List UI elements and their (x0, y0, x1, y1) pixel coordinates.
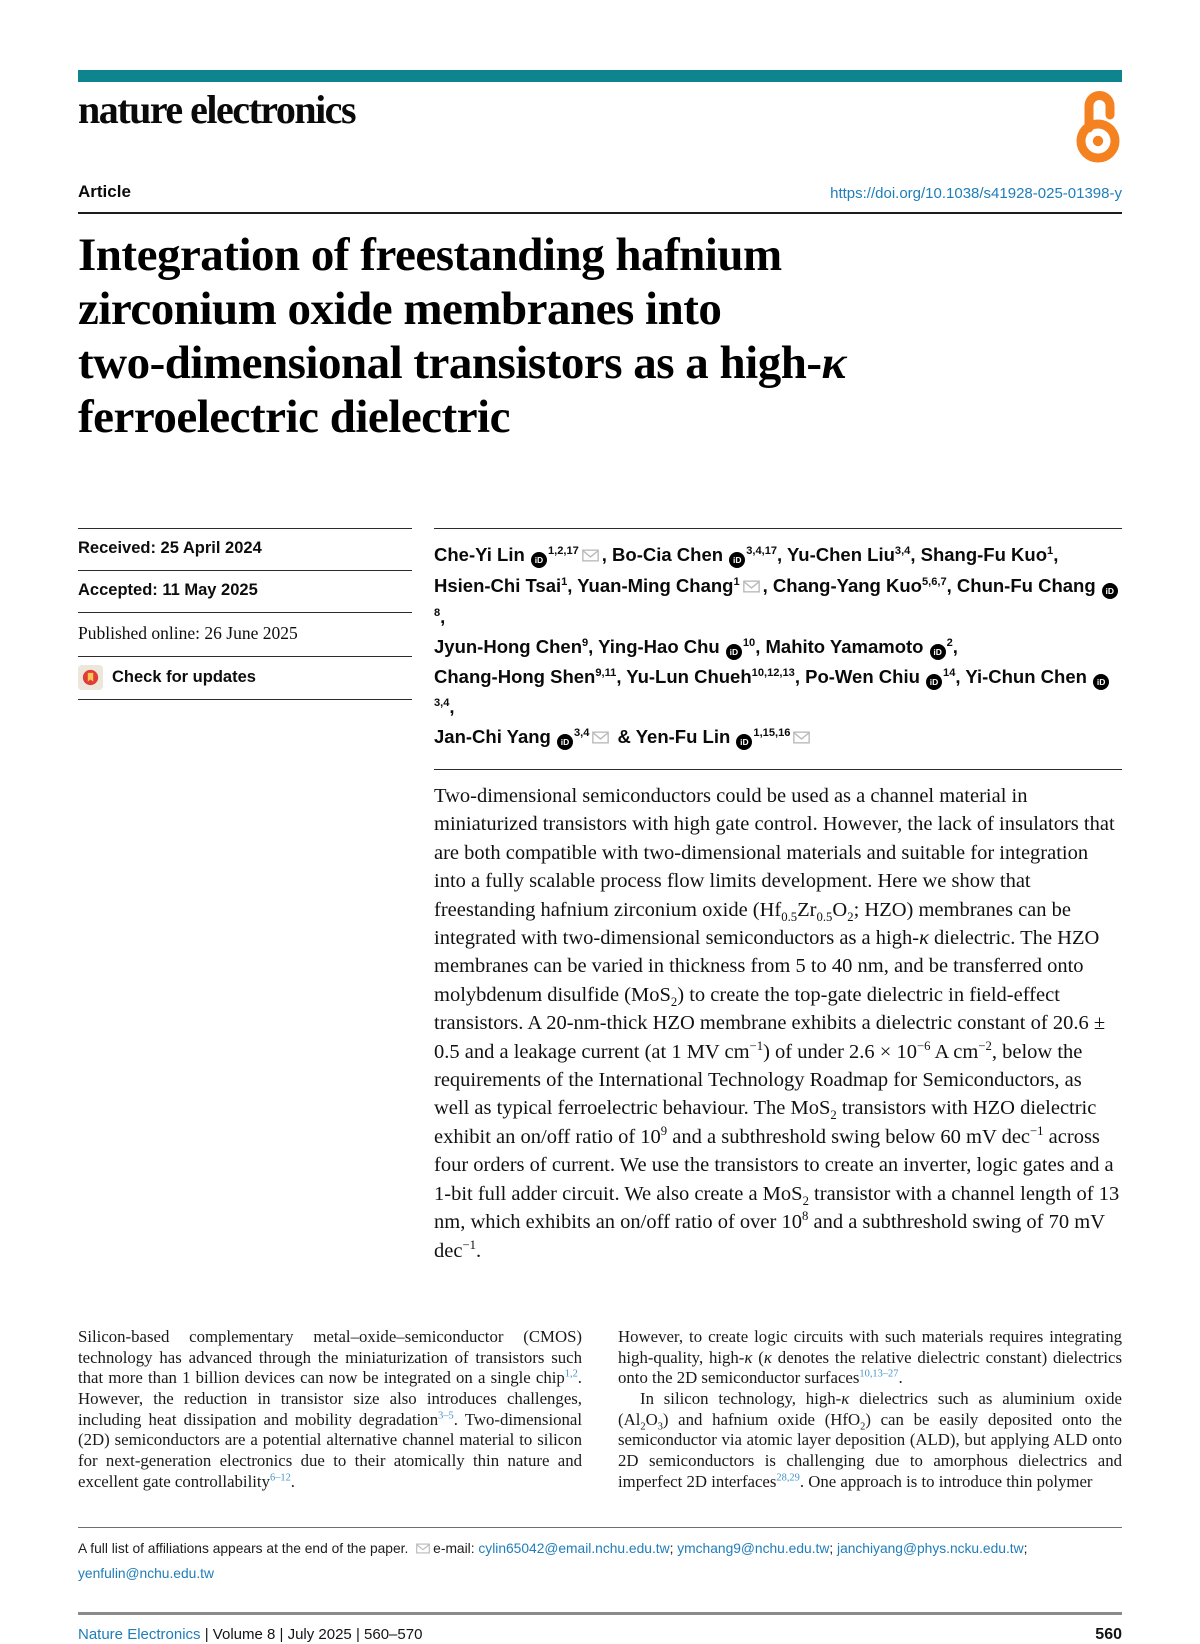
orcid-icon[interactable]: iD (1093, 674, 1109, 690)
affiliations-note: A full list of affiliations appears at the end of the paper. e-mail: cylin65042@email.nchu.edu.tw; ymchang9@nchu.edu.tw; janchiyang@phys.ncku.edu.tw; yenfulin@nchu.edu.tw (78, 1527, 1122, 1586)
orcid-icon[interactable]: iD (1102, 583, 1118, 599)
brand-topbar (78, 70, 1122, 82)
mail-icon[interactable] (592, 723, 609, 753)
article-history (78, 528, 412, 1265)
info-grid (78, 528, 1122, 1265)
masthead (78, 182, 1122, 214)
author-list: Che-Yi Lin iD$^{1,2,17}$ , Bo-Cia Chen iD$^{3,4,17}$, Yu-Chen Liu$^{3,4}$, Shang-Fu Kuo$^1$, Hsien-Chi Tsai$^1$, Yuan-Ming Chang$^1$ , Chang-Yang Kuo$^{5,6,7}$, Chun-Fu Chang $iD^8$, Jyun-Hong Chen$^9$, Ying-Hao Chu $iD^{10}$, Mahito Yamamoto $iD^2$, Chang-Hong Shen$^{9,11}$, Yu-Lun Chueh$^{10,12,13}$, Po-Wen Chiu $iD^{14}$, Yi-Chun Chen iD$^{3,4}$, Jan-Chi Yang iD$^{3,4}$ & Yen-Fu Lin iD$^{1,15,16}$ (434, 528, 1122, 753)
abstract: Two-dimensional semiconductors could be used as a channel material in miniaturized transistors with high gate control. However, the lack of insulators that are both compatible with two-dimensional materials and suitable for integration into a fully scalable process flow limits development. Here we show that freestanding hafnium zirconium oxide ($Hf_{0.5}Zr_{0.5}O_2$; HZO) membranes can be integrated with two-dimensional semiconductors as a high-κ dielectric. The HZO membranes can be varied in thickness from 5 to 40 nm, and be transferred onto molybdenum disulfide (MoS$_2$) to create the top-gate dielectric in field-effect transistors. A 20-nm-thick HZO membrane exhibits a dielectric constant of 20.6 ± 0.5 and a leakage current (at 1 MV $cm^{-1}$) of under $2.6 \times 10^{-6}$ A $cm^{-2}$, below the requirements of the International Technology Roadmap for Semiconductors, as well as typical ferroelectric behaviour. The MoS$_2$ transistors with HZO dielectric exhibit an on/off ratio of $10^9$ and a subthreshold swing below 60 mV dec$^{-1}$ across four orders of current. We use the transistors to create an inverter, logic gates and a 1-bit full adder circuit. We also create a MoS$_2$ transistor with a channel length of 13 nm, which exhibits an on/off ratio of over $10^8$ and a subthreshold swing of 70 mV dec$^{-1}$. (434, 769, 1122, 1265)
orcid-icon[interactable]: iD (729, 552, 745, 568)
crossmark-icon (78, 665, 103, 690)
reference-link[interactable]: 10,13–27 (859, 1368, 899, 1380)
text-link[interactable]: Nature Electronics (78, 1625, 201, 1643)
text-link[interactable]: ymchang9@nchu.edu.tw (677, 1540, 830, 1556)
orcid-icon[interactable]: iD (736, 734, 752, 750)
orcid-icon[interactable]: iD (926, 674, 942, 690)
journal-logo: nature electronics (78, 87, 356, 132)
check-for-updates-label: Check for updates (112, 668, 256, 686)
article-title: Integration of freestanding hafnium zirconium oxide membranes into two-dimensional transistors as a high-κ ferroelectric dielectric (78, 229, 846, 443)
paragraph: In silicon technology, high-κ dielectrics such as aluminium oxide $(Al_2O_3)$ and hafnium oxide (HfO$_2$) can be easily deposited onto the semiconductor via atomic layer deposition (ALD), but applying ALD onto 2D semiconductors is challenging due to amorphous dielectrics and imperfect 2D interfaces$^{28,29}$. One approach is to introduce thin polymer (618, 1389, 1122, 1491)
header (78, 70, 1122, 132)
body-text (78, 1327, 1122, 1493)
authors-and-abstract (434, 528, 1122, 1265)
mail-icon[interactable] (793, 723, 810, 753)
received-date: Received: 25 April 2024 (78, 528, 412, 570)
text-link[interactable]: janchiyang@phys.ncku.edu.tw (837, 1540, 1024, 1556)
text-link[interactable]: yenfulin@nchu.edu.tw (78, 1565, 214, 1581)
page-number: 560 (1095, 1625, 1122, 1643)
paragraph: However, to create logic circuits with such materials requires integrating high-quality, high-κ (κ denotes the relative dielectric constant) dielectrics onto the 2D semiconductor surfaces$^{10,13-27}$. (618, 1326, 1122, 1388)
reference-link[interactable]: 3–5 (438, 1410, 454, 1422)
accepted-date: Accepted: 11 May 2025 (78, 570, 412, 612)
article-type-label: Article (78, 182, 131, 201)
mail-icon[interactable] (582, 541, 599, 571)
body-column-right (618, 1327, 1122, 1493)
orcid-icon[interactable]: iD (930, 644, 946, 660)
citation-line: Nature Electronics | Volume 8 | July 2025 | 560–570 (78, 1625, 423, 1643)
published-date: Published online: 26 June 2025 (78, 612, 412, 656)
orcid-icon[interactable]: iD (726, 644, 742, 660)
orcid-icon[interactable]: iD (531, 552, 547, 568)
paragraph: Silicon-based complementary metal–oxide–semiconductor (CMOS) technology has advanced through the miniaturization of transistors such that more than 1 billion devices can now be integrated on a single chip$^{1,2}$. However, the reduction in transistor size also introduces challenges, including heat dissipation and mobility degradation$^{3-5}$. Two-dimensional (2D) semiconductors are a potential alternative channel material to silicon for next-generation electronics due to their atomically thin nature and excellent gate controllability$^{6-12}$. (78, 1326, 582, 1491)
doi-link[interactable]: https://doi.org/10.1038/s41928-025-01398-y (830, 185, 1122, 202)
orcid-icon[interactable]: iD (557, 734, 573, 750)
body-column-left (78, 1327, 582, 1493)
reference-link[interactable]: 6–12 (269, 1472, 291, 1484)
mail-icon[interactable] (743, 572, 760, 602)
reference-link[interactable]: 28,29 (776, 1472, 800, 1484)
page-footer (78, 1612, 1122, 1644)
reference-link[interactable]: 1,2 (564, 1368, 578, 1380)
text-link[interactable]: cylin65042@email.nchu.edu.tw (478, 1540, 670, 1556)
mail-icon[interactable] (416, 1538, 430, 1562)
open-access-icon (1076, 86, 1122, 169)
check-for-updates-button[interactable] (78, 656, 412, 700)
